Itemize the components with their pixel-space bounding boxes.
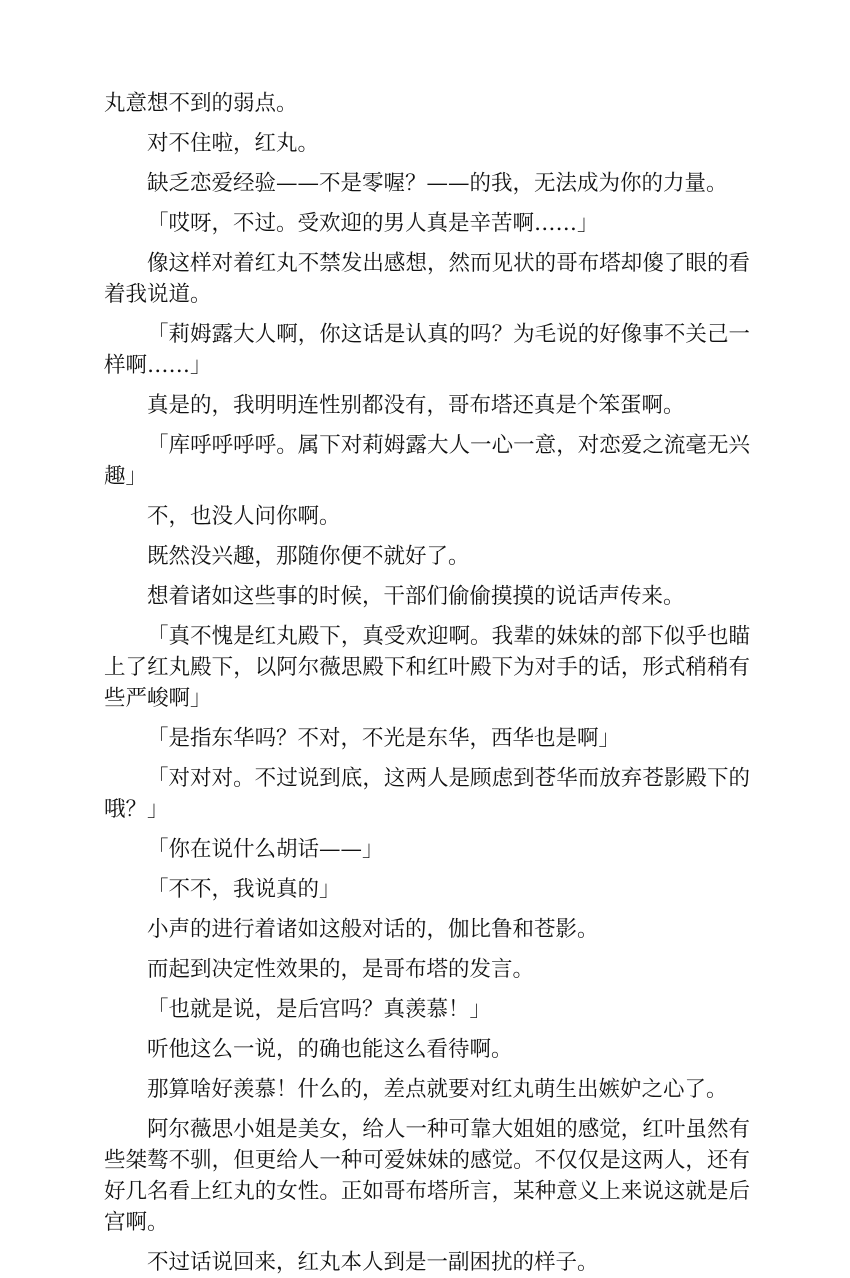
dialogue-paragraph: 「哎呀，不过。受欢迎的男人真是辛苦啊……」 <box>147 211 599 236</box>
paragraph: 不，也没人问你啊。 <box>147 504 341 529</box>
dialogue-paragraph: 「莉姆露大人啊，你这话是认真的吗？为毛说的好像事不关己一样啊……」 <box>104 322 750 378</box>
paragraph: 而起到决定性效果的，是哥布塔的发言。 <box>147 957 535 982</box>
paragraph: 丸意想不到的弱点。 <box>104 91 298 116</box>
dialogue-paragraph: 「真不愧是红丸殿下，真受欢迎啊。我辈的妹妹的部下似乎也瞄上了红丸殿下，以阿尔薇思殿下和红叶殿下为对手的话，形式稍稍有些严峻啊」 <box>104 624 750 711</box>
dialogue-paragraph: 「你在说什么胡话——」 <box>147 837 384 862</box>
dialogue-paragraph: 「是指东华吗？不对，不光是东华，西华也是啊」 <box>147 726 621 751</box>
paragraph: 缺乏恋爱经验——不是零喔？——的我，无法成为你的力量。 <box>147 171 728 196</box>
dialogue-paragraph: 「库呼呼呼呼。属下对莉姆露大人一心一意，对恋爱之流毫无兴趣」 <box>104 433 750 489</box>
paragraph: 想着诸如这些事的时候，干部们偷偷摸摸的说话声传来。 <box>147 584 685 609</box>
paragraph: 像这样对着红丸不禁发出感想，然而见状的哥布塔却傻了眼的看着我说道。 <box>104 251 750 307</box>
paragraph: 真是的，我明明连性别都没有，哥布塔还真是个笨蛋啊。 <box>147 393 685 418</box>
paragraph: 阿尔薇思小姐是美女，给人一种可靠大姐姐的感觉，红叶虽然有些桀骜不驯，但更给人一种可爱妹妹的感觉。不仅仅是这两人，还有好几名看上红丸的女性。正如哥布塔所言，某种意义上来说这就是后宫啊。 <box>104 1117 750 1235</box>
paragraph: 听他这么一说，的确也能这么看待啊。 <box>147 1037 513 1062</box>
paragraph: 小声的进行着诸如这般对话的，伽比鲁和苍影。 <box>147 917 599 942</box>
paragraph: 对不住啦，红丸。 <box>147 131 320 156</box>
paragraph: 不过话说回来，红丸本人到是一副困扰的样子。 <box>147 1250 599 1275</box>
paragraph: 那算啥好羡慕！什么的，差点就要对红丸萌生出嫉妒之心了。 <box>147 1077 728 1102</box>
dialogue-paragraph: 「对对对。不过说到底，这两人是顾虑到苍华而放弃苍影殿下的哦？」 <box>104 766 750 822</box>
dialogue-paragraph: 「也就是说，是后宫吗？真羡慕！」 <box>147 997 492 1022</box>
paragraph: 既然没兴趣，那随你便不就好了。 <box>147 544 470 569</box>
dialogue-paragraph: 「不不，我说真的」 <box>147 877 341 902</box>
